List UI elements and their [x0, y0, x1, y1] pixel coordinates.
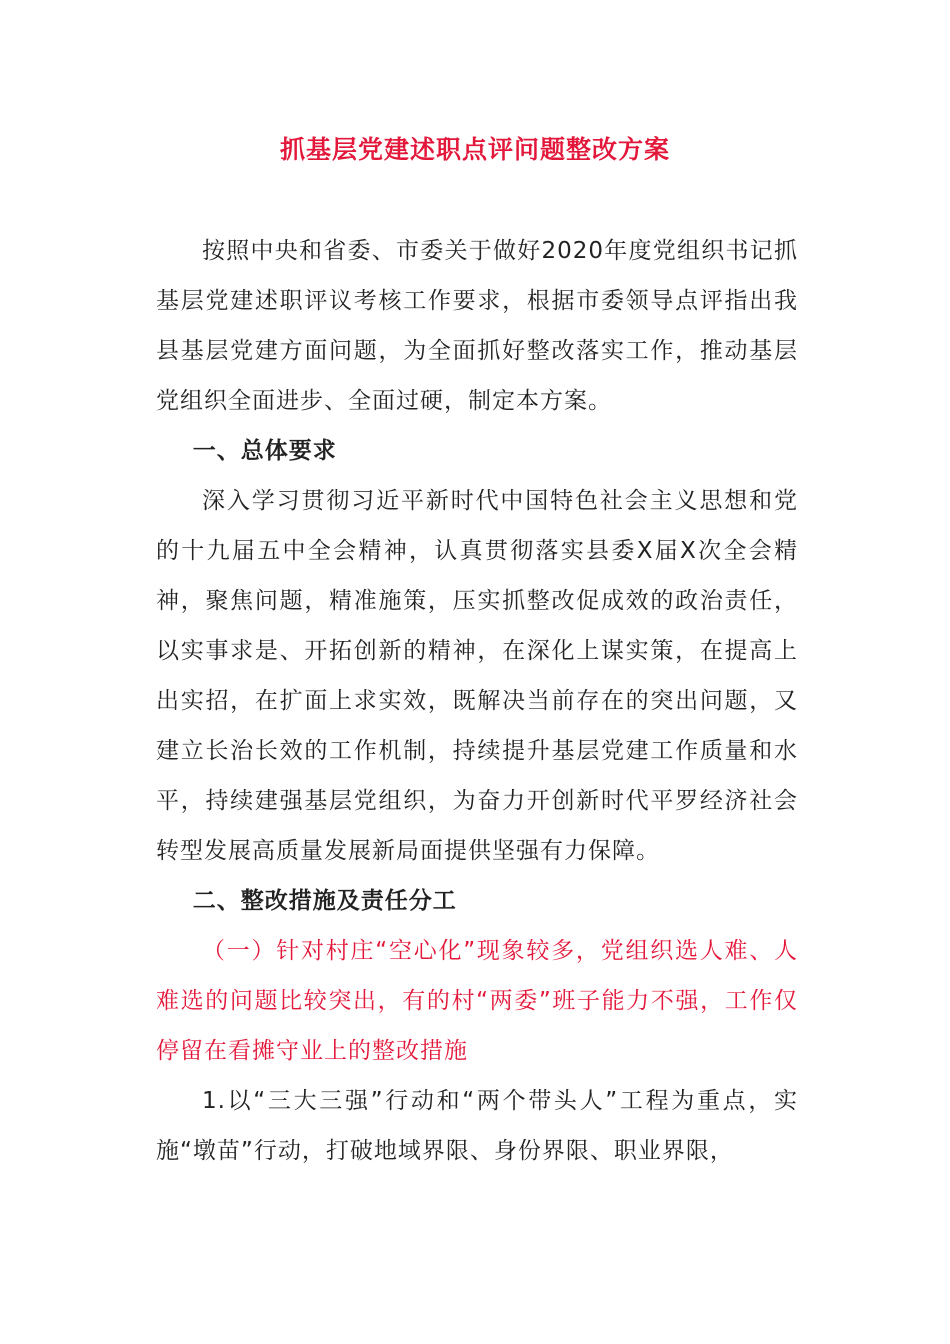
document-title: 抓基层党建述职点评问题整改方案: [279, 135, 670, 164]
document-body: [156, 226, 798, 1176]
intro-paragraph: 按照中央和省委、市委关于做好2020年度党组织书记抓基层党建述职评议考核工作要求，根据市委领导点评指出我县基层党建方面问题，为全面抓好整改落实工作，推动基层党组织全面进步、全面过硬，制定本方案。: [156, 238, 798, 414]
section-2-heading: 二、整改措施及责任分工: [192, 888, 457, 914]
subsection-1-heading: （一）针对村庄“空心化”现象较多，党组织选人难、人难选的问题比较突出，有的村“两委”班子能力不强，工作仅停留在看摊守业上的整改措施: [156, 938, 798, 1064]
section-1-paragraph: 深入学习贯彻习近平新时代中国特色社会主义思想和党的十九届五中全会精神，认真贯彻落实县委X届X次全会精神，聚焦问题，精准施策，压实抓整改促成效的政治责任，以实事求是、开拓创新的精神，在深化上谋实策，在提高上出实招，在扩面上求实效，既解决当前存在的突出问题，又建立长治长效的工作机制，持续提升基层党建工作质量和水平，持续建强基层党组织，为奋力开创新时代平罗经济社会转型发展高质量发展新局面提供坚强有力保障。: [156, 488, 798, 864]
section-1-heading: 一、总体要求: [192, 438, 337, 464]
item-1-paragraph: 1.以“三大三强”行动和“两个带头人”工程为重点，实施“墩苗”行动，打破地域界限、身份界限、职业界限，: [156, 1088, 798, 1164]
